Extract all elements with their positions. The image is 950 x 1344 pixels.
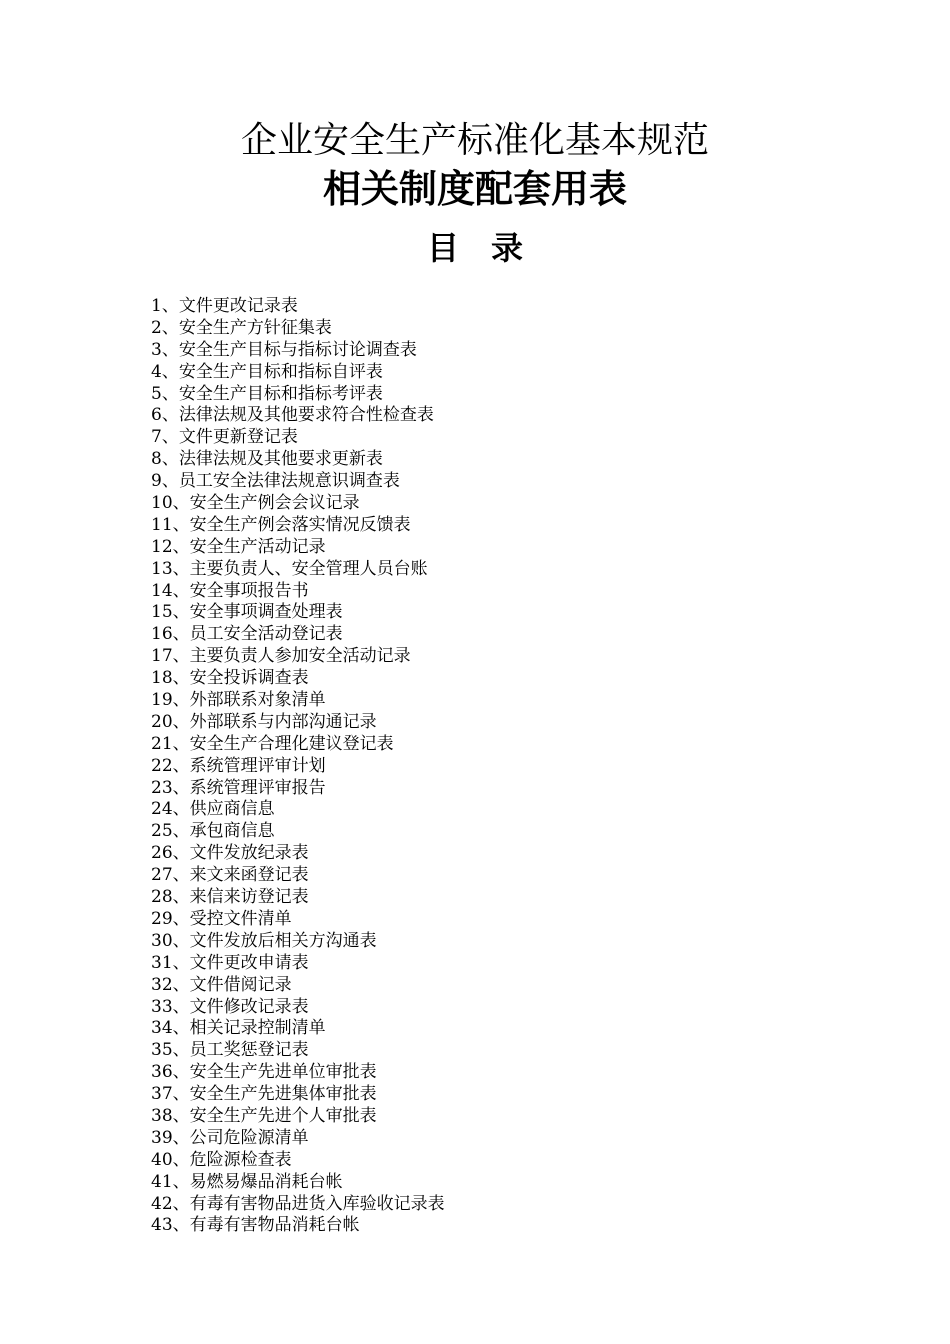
toc-item: 1、文件更改记录表 [151, 296, 298, 316]
toc-item: 27、来文来函登记表 [151, 865, 309, 886]
toc-item: 20、外部联系与内部沟通记录 [151, 711, 377, 732]
toc-item: 21、安全生产合理化建议登记表 [151, 733, 394, 754]
toc-item: 17、主要负责人参加安全活动记录 [151, 646, 411, 667]
toc-item: 41、易燃易爆品消耗台帐 [151, 1171, 343, 1192]
toc-item: 10、安全生产例会会议记录 [151, 493, 360, 514]
toc-item: 16、员工安全活动登记表 [151, 624, 343, 645]
toc-item: 26、文件发放纪录表 [151, 843, 309, 864]
toc-item: 40、危险源检查表 [151, 1149, 292, 1170]
toc-item: 12、安全生产活动记录 [151, 536, 326, 557]
toc-item: 32、文件借阅记录 [151, 974, 292, 995]
toc-item: 15、安全事项调查处理表 [151, 602, 343, 623]
toc-item: 30、文件发放后相关方沟通表 [151, 930, 377, 951]
toc-item: 31、文件更改申请表 [151, 952, 309, 973]
toc-item: 37、安全生产先进集体审批表 [151, 1084, 377, 1105]
toc-item: 23、系统管理评审报告 [151, 777, 326, 798]
toc-item: 24、供应商信息 [151, 799, 275, 820]
toc-item: 3、安全生产目标与指标讨论调查表 [151, 339, 417, 360]
toc-item: 34、相关记录控制清单 [151, 1018, 326, 1039]
toc-item: 5、安全生产目标和指标考评表 [151, 383, 383, 404]
toc-item: 39、公司危险源清单 [151, 1127, 309, 1148]
toc-item: 38、安全生产先进个人审批表 [151, 1105, 377, 1126]
toc-item: 13、主要负责人、安全管理人员台账 [151, 558, 428, 579]
toc-item: 9、员工安全法律法规意识调查表 [151, 471, 400, 492]
document-title: 企业安全生产标准化基本规范 [240, 120, 709, 161]
toc-item: 22、系统管理评审计划 [151, 755, 326, 776]
toc-item: 25、承包商信息 [151, 821, 275, 842]
toc-item: 36、安全生产先进单位审批表 [151, 1062, 377, 1083]
table-of-contents [151, 296, 445, 1237]
document-subtitle: 相关制度配套用表 [322, 167, 627, 211]
toc-item: 8、法律法规及其他要求更新表 [151, 449, 383, 470]
toc-item: 4、安全生产目标和指标自评表 [151, 361, 383, 382]
toc-item: 43、有毒有害物品消耗台帐 [151, 1215, 360, 1236]
toc-item: 33、文件修改记录表 [151, 996, 309, 1017]
contents-heading: 目 录 [426, 229, 523, 267]
toc-item: 18、安全投诉调查表 [151, 668, 309, 689]
toc-item: 6、法律法规及其他要求符合性检查表 [151, 405, 434, 426]
toc-item: 42、有毒有害物品进货入库验收记录表 [151, 1193, 445, 1214]
toc-item: 35、员工奖惩登记表 [151, 1040, 309, 1061]
toc-item: 7、文件更新登记表 [151, 427, 298, 448]
toc-item: 29、受控文件清单 [151, 908, 292, 929]
toc-item: 11、安全生产例会落实情况反馈表 [151, 514, 411, 535]
toc-item: 2、安全生产方针征集表 [151, 317, 332, 338]
toc-item: 28、来信来访登记表 [151, 887, 309, 908]
toc-item: 14、安全事项报告书 [151, 580, 309, 601]
toc-item: 19、外部联系对象清单 [151, 690, 326, 711]
